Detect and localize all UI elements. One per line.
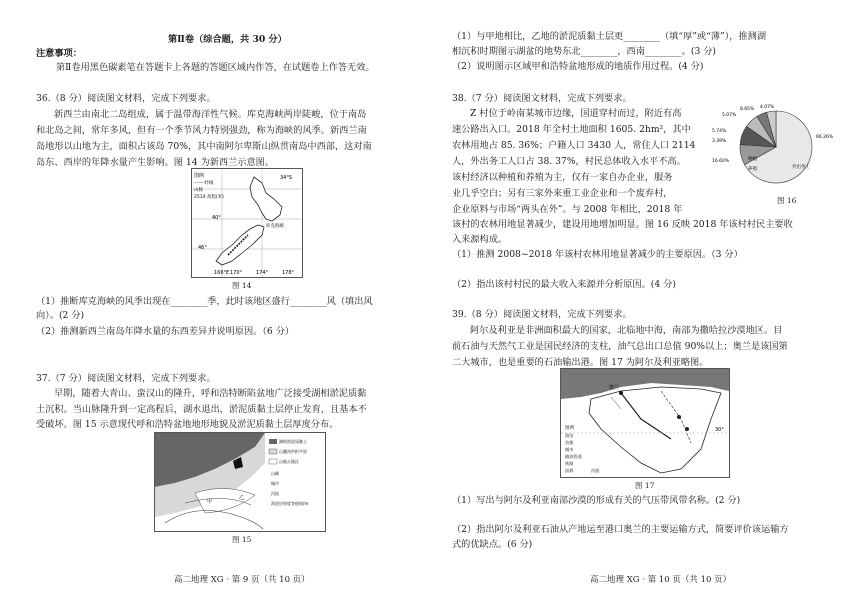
q38-line: 人，外出务工人口占 38. 37%，村民总体收入水平不高。 [452,156,686,167]
q37-sub1: （1）与甲地相比，乙地的淤泥质黏土层更________（填“厚”或“薄”），推测湖 [452,31,767,42]
q37-sub1b: 相沉积时期图示湖盆的地势东北________，西南________。(3 分) [452,46,716,57]
legend-item: 输油管道 [565,454,582,459]
point-label: 乙 [239,495,245,501]
q36-sub2: （2）推测新西兰南岛年降水量的东西差异并说明原因。（6 分） [36,326,295,337]
q36-line: 和北岛之间，常年多风，但有一个季节风力特别强劲，称为海峡的风季。新西兰南 [36,125,367,136]
pie-label: 5.74% [712,129,727,134]
figure-16-pie [708,102,844,192]
q38-line: Z 村位于岭南某城市边缘，国道穿村而过，附近有高 [470,108,682,119]
point-label: 甲 [207,499,213,505]
legend-title: 图例 [565,426,574,431]
legend-item: —— 经线 [194,181,214,186]
right-page [452,0,847,592]
q39-sub2b: 式的优缺点。(6 分) [452,539,533,550]
page-footer-right: 高二地理 XG · 第 10 页（共 10 页） [590,575,732,585]
strait-label: 库克海峡 [266,224,284,229]
lon-label: 166°E [214,270,230,276]
q36-line: 岛地形以山地为主，面积占该岛 70%，其中南阿尔卑斯山纵贯南岛中西部，这对南 [36,141,372,152]
lon-label: 178° [282,270,295,276]
pie-label: 16.60% [712,159,730,164]
lat-label: 40° [212,215,221,221]
legend-item: 淤泥层厚度等值线/m [271,501,309,506]
q38-line: 该村的农林用地显著减少，建设用地增加明显。图 16 反映 2018 年该村村民主要收 [452,219,793,230]
pie-label: 8.85% [740,107,755,112]
q37-head: 37.（7 分）阅读图文材料，完成下列要求。 [36,373,216,384]
legend-item: 山麓冲洪积平原 [279,449,307,454]
legend-item: 山脉 [194,188,203,193]
figure-17-caption: 图 17 [635,481,655,490]
section-title: 第Ⅱ卷（综合题，共 30 分） [168,34,287,45]
legend-item: 城市 [565,447,574,452]
left-page [36,0,431,592]
q39-line: 阿尔及利亚是非洲面积最大的国家，北临地中海，南部为撒哈拉沙漠地区。目 [470,325,783,336]
pie-label: 4.07% [760,105,775,110]
q36-line: 岛东、西岸的年降水量产生影响。图 14 为新西兰示意图。 [36,157,275,168]
legend-item: 铁路 [565,461,574,466]
lat-label: 46° [198,245,207,251]
q37-line: 土沉积。当山脉隆升到一定高程后，湖水退出，淤泥质黏土层停止发育，且基本不 [36,404,367,415]
legend-item: 山峰 [271,471,279,476]
lat-label: 34°S [280,175,293,181]
q36-line: 新西兰由南北二岛组成，属于温带海洋性气候。库克海峡两岸陡峻，位于南岛 [54,109,367,120]
q38-line: 入来源构成。 [452,234,508,245]
legend-item: 首都 [565,440,574,445]
legend-item: 国界 [565,468,574,473]
q37-line: 早期，随着大青山、蛮汉山的隆升，呼和浩特断陷盆地广泛接受湖相淤泥质黏 [54,388,367,399]
lon-label: 174° [256,270,269,276]
figure-14-caption: 图 14 [232,281,252,290]
legend-item: 2514 高程(米) [194,195,224,200]
figure-16-caption: 图 16 [777,196,797,205]
q39-sub1: （1）写出与阿尔及利亚南部沙漠的形成有关的气压带风带名称。(2 分) [452,495,741,506]
lon-label: 170° [230,270,243,276]
figure-15-map [154,432,326,532]
q37-line: 受破坏。图 15 示意现代呼和浩特盆地地形地貌及淤泥质黏土层厚度分布。 [36,419,339,430]
legend-item: 山地丘陵区 [279,459,299,464]
pie-label: 66.26% [816,135,834,140]
legend-item: 城市 [271,481,279,486]
q38-sub2: （2）指出该村村民的最大收入来源并分析原因。(4 分) [452,279,676,290]
q39-head: 39.（8 分）阅读图文材料，完成下列要求。 [452,309,632,320]
legend-item: 河流 [271,491,279,496]
q38-line: 业几乎空白；另有三家外来重工业企业和一个废弃村， [452,188,673,199]
q38-line: 速公路出入口。2018 年全村土地面积 1605. 2hm²，其中 [452,124,691,135]
lat-label: 30° [715,427,724,433]
q39-line: 前石油与天然气工业是国民经济的支柱，油气总出口总值 90%以上；奥兰是该国第 [452,341,788,352]
q39-line: 二大城市，也是重要的石油输出港。图 17 为阿尔及利亚略图。 [452,357,709,368]
q38-sub1: （1）推测 2008~2018 年该村农林用地显著减少的主要原因。（3 分） [452,249,743,260]
legend-title: 图例 [194,173,205,179]
pie-label: 5.07% [722,113,737,118]
q39-sub2: （2）指出阿尔及利亚石油从产地运至港口奥兰的主要运输方式，简要评价该运输方 [452,524,789,535]
q38-line: 该村经济以种植和养殖为主，仅有一家自办企业，服务 [452,172,673,183]
figure-14-map [191,168,303,278]
page-footer-left: 高二地理 XG · 第 9 页（共 10 页） [174,575,310,585]
legend-item: 湖相淤泥质黏土 [279,439,307,444]
q36-sub1: （1）推断库克海峡的风季出现在________季，此时该地区盛行________风（填出风 [36,296,373,307]
q36-sub1b: 向）。(2 分) [36,310,85,321]
figure-15-caption: 图 15 [232,535,252,544]
legend-item: 河流 [591,468,600,473]
q38-line: 农林用地占 85. 36%；户籍人口 3430 人，常住人口 2114 [452,140,696,151]
pie-label: 外出务工 [792,165,810,170]
pie-label: 养殖 [748,167,757,172]
legend-item: 油田 [565,433,574,438]
pie-label: 种植 [748,157,757,162]
city-label: 奥兰 [609,385,620,391]
q36-head: 36.（8 分）阅读图文材料，完成下列要求。 [36,93,216,104]
figure-17-map [560,368,730,478]
q38-line: 企业原料与市场“两头在外”。与 2008 年相比，2018 年 [452,204,683,215]
notice-heading: 注意事项： [36,48,82,59]
q37-sub2: （2）说明图示区域甲和浩特盆地形成的地质作用过程。(4 分) [452,61,704,72]
pie-label: 3.39% [712,139,727,144]
q38-head: 38.（7 分）阅读图文材料，完成下列要求。 [452,93,632,104]
notice-text: 第Ⅱ卷用黑色碳素笔在答题卡上各题的答题区域内作答，在试题卷上作答无效。 [56,62,375,73]
